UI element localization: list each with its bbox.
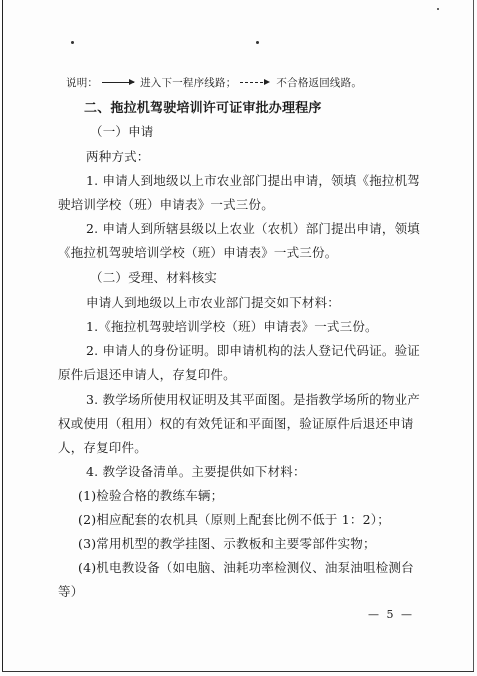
sub2-item1: 1.《拖拉机驾驶培训学校（班）申请表》一式三份。 bbox=[86, 319, 378, 334]
scan-speck bbox=[256, 41, 259, 44]
sub2-item2-line1: 2. 申请人的身份证明。即申请机构的法人登记代码证。验证 bbox=[86, 343, 421, 358]
sub2-item4-sub-d-line1: (4)机电教设备（如电脑、油耗功率检测仪、油泵油咀检测台 bbox=[78, 560, 414, 575]
sub1-item1-line2: 驶培训学校（班）申请表》一式三份。 bbox=[58, 197, 274, 212]
legend-solid-text: 进入下一程序线路； bbox=[140, 77, 237, 89]
sub1-item2-line1: 2. 申请人到所辖县级以上农业（农机）部门提出申请，领填 bbox=[86, 221, 421, 236]
subsection-2-title: （二）受理、材料核实 bbox=[90, 270, 218, 285]
scan-speck bbox=[437, 8, 439, 10]
subsection-1-title: （一）申请 bbox=[90, 124, 154, 139]
legend-prefix: 说明： bbox=[66, 77, 99, 89]
sub2-item3-line3: 人，存复印件。 bbox=[58, 440, 147, 455]
sub2-item4-sub-b: (2)相应配套的农机具（原则上配套比例不低于 1：2）； bbox=[78, 512, 390, 527]
section-title: 二、拖拉机驾驶培训许可证审批办理程序 bbox=[84, 101, 322, 116]
sub2-item3-line1: 3. 教学场所使用权证明及其平面图。是指教学场所的物业产 bbox=[86, 392, 421, 407]
sub2-item2-line2: 原件后退还申请人，存复印件。 bbox=[58, 367, 236, 382]
sub2-item4-sub-a: (1)检验合格的教练车辆； bbox=[78, 488, 224, 503]
sub2-item4: 4. 教学设备清单。主要提供如下材料： bbox=[86, 464, 306, 479]
subsection-2-intro: 申请人到地级以上市农业部门提交如下材料： bbox=[86, 295, 341, 310]
scan-border-right bbox=[473, 0, 474, 672]
sub2-item4-sub-c: (3)常用机型的教学挂图、示教板和主要零部件实物； bbox=[78, 536, 376, 551]
legend-dashed-text: 不合格返回线路。 bbox=[276, 77, 363, 89]
sub1-item2-line2: 《拖拉机驾驶培训学校（班）申请表》一式三份。 bbox=[58, 245, 338, 260]
solid-arrow-icon bbox=[102, 82, 134, 83]
scan-border-left bbox=[2, 0, 3, 672]
subsection-1-intro: 两种方式： bbox=[86, 149, 150, 164]
sub2-item3-line2: 权或使用（租用）权的有效凭证和平面图，验证原件后退还申请 bbox=[58, 416, 414, 431]
scan-border-bottom bbox=[2, 671, 474, 672]
sub1-item1-line1: 1. 申请人到地级以上市农业部门提出申请，领填《拖拉机驾 bbox=[86, 173, 421, 188]
dashed-arrow-icon bbox=[240, 82, 268, 83]
scan-speck bbox=[71, 41, 74, 44]
sub2-item4-sub-d-line2: 等） bbox=[58, 584, 84, 599]
flow-legend bbox=[66, 75, 362, 90]
page-number: — 5 — bbox=[368, 608, 414, 621]
